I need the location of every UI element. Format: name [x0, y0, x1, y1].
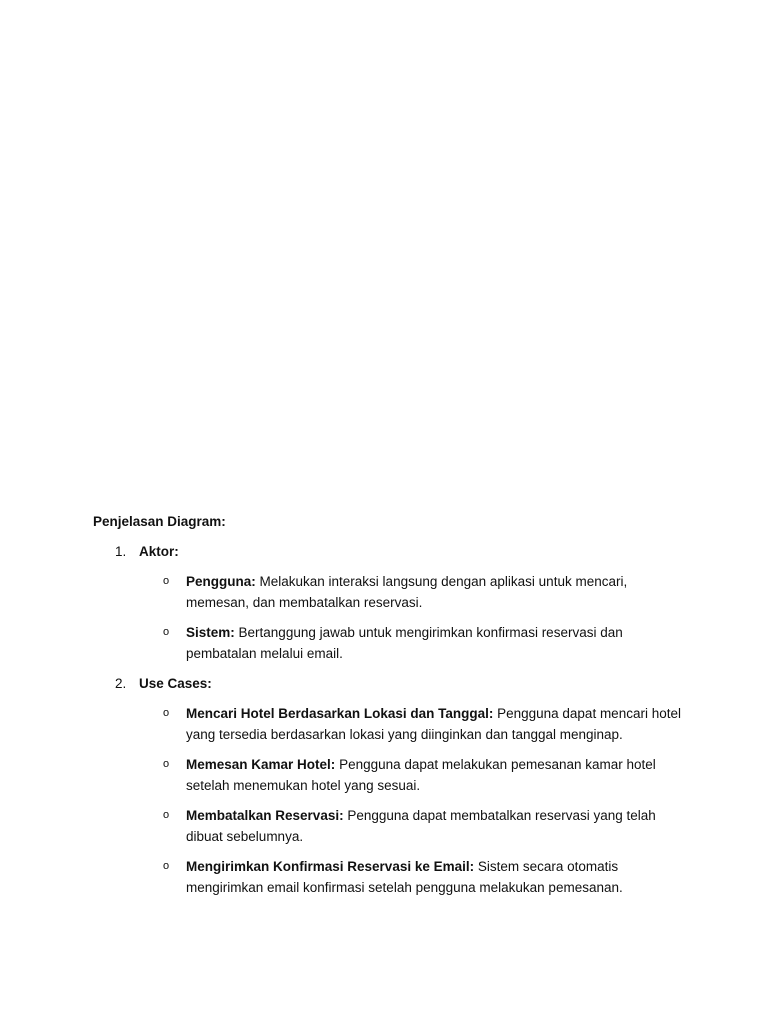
list-item-text: Sistem secara otomatis mengirimkan email konfirmasi setelah pengguna melakukan pemesanan.	[186, 859, 623, 895]
list-number: 2.	[115, 676, 127, 691]
list-item-text: Bertanggung jawab untuk mengirimkan konfirmasi reservasi dan pembatalan melalui email.	[186, 625, 623, 661]
list-item	[93, 805, 686, 847]
circle-bullet-icon: o	[163, 707, 170, 719]
list-item-text: Pengguna dapat melakukan pemesanan kamar hotel setelah menemukan hotel yang sesuai.	[186, 757, 656, 793]
numbered-item-label: Aktor:	[139, 544, 179, 559]
list-item-term: Membatalkan Reservasi:	[186, 808, 348, 823]
numbered-item-aktor	[93, 541, 693, 664]
list-item-term: Mengirimkan Konfirmasi Reservasi ke Email:	[186, 859, 478, 874]
list-item	[93, 703, 686, 745]
list-item	[93, 754, 686, 796]
list-item-text: Pengguna dapat membatalkan reservasi yang telah dibuat sebelumnya.	[186, 808, 656, 844]
list-item	[93, 622, 686, 664]
list-item-term: Mencari Hotel Berdasarkan Lokasi dan Tanggal:	[186, 706, 498, 721]
numbered-item-row	[93, 541, 693, 562]
numbered-item-row	[93, 673, 693, 694]
list-item-text: Melakukan interaksi langsung dengan aplikasi untuk mencari, memesan, dan membatalkan reservasi.	[186, 574, 628, 610]
bullet-list	[93, 703, 693, 898]
bullet-list	[93, 571, 693, 664]
list-item-term: Sistem:	[186, 625, 239, 640]
list-item	[93, 856, 686, 898]
numbered-item-use-cases	[93, 673, 693, 898]
circle-bullet-icon: o	[163, 860, 170, 872]
circle-bullet-icon: o	[163, 809, 170, 821]
list-item-term: Memesan Kamar Hotel:	[186, 757, 340, 772]
list-item-text: Pengguna dapat mencari hotel yang tersedia berdasarkan lokasi yang diinginkan dan tanggal menginap.	[186, 706, 681, 742]
list-number: 1.	[115, 544, 127, 559]
circle-bullet-icon: o	[163, 626, 170, 638]
list-item-term: Pengguna:	[186, 574, 260, 589]
numbered-item-label: Use Cases:	[139, 676, 212, 691]
circle-bullet-icon: o	[163, 575, 170, 587]
circle-bullet-icon: o	[163, 758, 170, 770]
section-heading: Penjelasan Diagram:	[93, 514, 226, 529]
list-item	[93, 571, 686, 613]
document-content	[93, 511, 693, 907]
